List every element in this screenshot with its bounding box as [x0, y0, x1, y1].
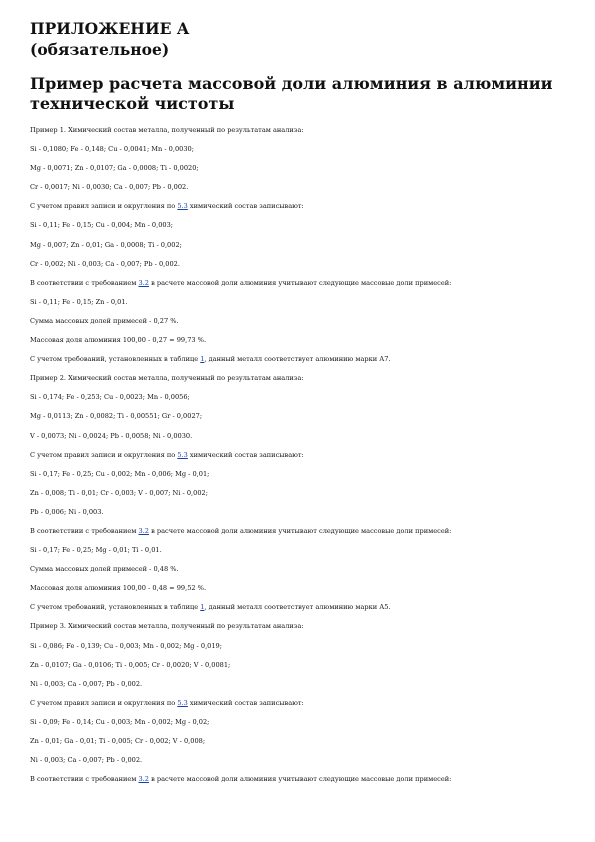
paragraph: V - 0,0073; Ni - 0,0024; Pb - 0,0058; Ni - 0,0030. [30, 431, 193, 440]
cross-reference-link[interactable]: 1 [200, 355, 205, 364]
paragraph [30, 775, 565, 783]
paragraph-text: С учетом правил записи и округления по [30, 450, 178, 459]
paragraph-text: химический состав записывают: [187, 450, 304, 459]
paragraph-text: В соответствии с требованием [30, 278, 139, 287]
cross-reference-link[interactable]: 3.2 [138, 775, 149, 784]
paragraph: Si - 0,086; Fe - 0,139; Cu - 0,003; Mn - 0,002; Mg - 0,019; [30, 641, 222, 650]
paragraph: Пример 2. Химический состав металла, полученный по результатам анализа: [30, 374, 304, 383]
paragraph [30, 355, 565, 363]
paragraph-text: В соответствии с требованием [30, 775, 139, 784]
cross-reference-link[interactable]: 5.3 [177, 202, 188, 211]
paragraph: Cr - 0,002; Ni - 0,003; Ca - 0,007; Pb - 0,002. [30, 259, 180, 268]
paragraph: Pb - 0,006; Ni - 0,003. [30, 507, 104, 516]
paragraph-text: химический состав записывают: [187, 202, 304, 211]
paragraph [30, 603, 565, 611]
paragraph-text: С учетом правил записи и округления по [30, 698, 178, 707]
paragraph: Mg - 0,007; Zn - 0,01; Ga - 0,0008; Ti - 0,002; [30, 240, 182, 249]
appendix-status: (обязательное) [30, 40, 170, 59]
paragraph: Si - 0,09; Fe - 0,14; Cu - 0,003; Mn - 0,002; Mg - 0,02; [30, 717, 210, 726]
paragraph: Сумма массовых долей примесей - 0,27 %. [30, 316, 179, 325]
paragraph: Zn - 0,01; Ga - 0,01; Ti - 0,005; Cr - 0,002; V - 0,008; [30, 737, 206, 745]
paragraph-text: В соответствии с требованием [30, 526, 139, 535]
appendix-heading [30, 18, 565, 60]
paragraph-text: , данный металл соответствует алюминию марки А7. [204, 355, 391, 364]
paragraph: Si - 0,11; Fe - 0,15; Cu - 0,004; Mn - 0,003; [30, 221, 174, 230]
body-text [30, 126, 565, 783]
paragraph: Mg - 0,0071; Zn - 0,0107; Ga - 0,0008; Ti - 0,0020; [30, 164, 199, 173]
cross-reference-link[interactable]: 1 [200, 603, 205, 612]
paragraph: Пример 1. Химический состав металла, полученный по результатам анализа: [30, 126, 304, 134]
paragraph: Сумма массовых долей примесей - 0,48 %. [30, 565, 179, 574]
paragraph [30, 527, 565, 535]
paragraph [30, 451, 565, 459]
cross-reference-link[interactable]: 3.2 [138, 526, 149, 535]
paragraph: Ni - 0,003; Ca - 0,007; Pb - 0,002. [30, 756, 143, 765]
paragraph: Si - 0,17; Fe - 0,25; Mg - 0,01; Ti - 0,01. [30, 546, 162, 555]
paragraph-text: химический состав записывают: [187, 698, 304, 707]
cross-reference-link[interactable]: 5.3 [177, 450, 188, 459]
paragraph [30, 699, 565, 707]
paragraph-text: С учетом правил записи и округления по [30, 202, 178, 211]
paragraph [30, 279, 565, 287]
paragraph: Si - 0,174; Fe - 0,253; Cu - 0,0023; Mn - 0,0056; [30, 393, 190, 402]
paragraph-text: в расчете массовой доли алюминия учитывают следующие массовые доли примесей: [148, 775, 452, 784]
paragraph: Массовая доля алюминия 100,00 - 0,27 = 99,73 %. [30, 336, 207, 345]
paragraph: Si - 0,11; Fe - 0,15; Zn - 0,01. [30, 297, 128, 306]
paragraph-text: в расчете массовой доли алюминия учитывают следующие массовые доли примесей: [148, 278, 452, 287]
section-title [30, 74, 565, 114]
paragraph: Массовая доля алюминия 100,00 - 0,48 = 99,52 %. [30, 584, 207, 593]
paragraph: Si - 0,17; Fe - 0,25; Cu - 0,002; Mn - 0,006; Mg - 0,01; [30, 469, 210, 478]
paragraph-text: в расчете массовой доли алюминия учитывают следующие массовые доли примесей: [148, 526, 452, 535]
section-title-line-2: технической чистоты [30, 94, 235, 113]
cross-reference-link[interactable]: 3.2 [138, 278, 149, 287]
paragraph: Mg - 0,0113; Zn - 0,0082; Ti - 0,00551; Gr - 0,0027; [30, 412, 203, 421]
paragraph: Пример 3. Химический состав металла, полученный по результатам анализа: [30, 622, 304, 631]
paragraph-text: С учетом требований, установленных в таблице [30, 355, 201, 364]
paragraph: Cr - 0,0017; Ni - 0,0030; Ca - 0,007; Pb - 0,002. [30, 183, 189, 192]
appendix-label: ПРИЛОЖЕНИЕ А [30, 19, 190, 38]
paragraph-text: , данный металл соответствует алюминию марки А5. [204, 603, 391, 612]
paragraph [30, 202, 565, 210]
paragraph: Ni - 0,003; Ca - 0,007; Pb - 0,002. [30, 679, 143, 688]
paragraph: Zn - 0,008; Ti - 0,01; Cr - 0,003; V - 0,007; Ni - 0,002; [30, 488, 208, 497]
cross-reference-link[interactable]: 5.3 [177, 698, 188, 707]
paragraph-text: С учетом требований, установленных в таблице [30, 603, 201, 612]
section-title-line-1: Пример расчета массовой доли алюминия в алюминии [30, 74, 553, 93]
paragraph: Zn - 0,0107; Ga - 0,0106; Ti - 0,005; Cr - 0,0020; V - 0,0081; [30, 660, 231, 669]
paragraph: Si - 0,1080; Fe - 0,148; Cu - 0,0041; Mn - 0,0030; [30, 145, 194, 154]
